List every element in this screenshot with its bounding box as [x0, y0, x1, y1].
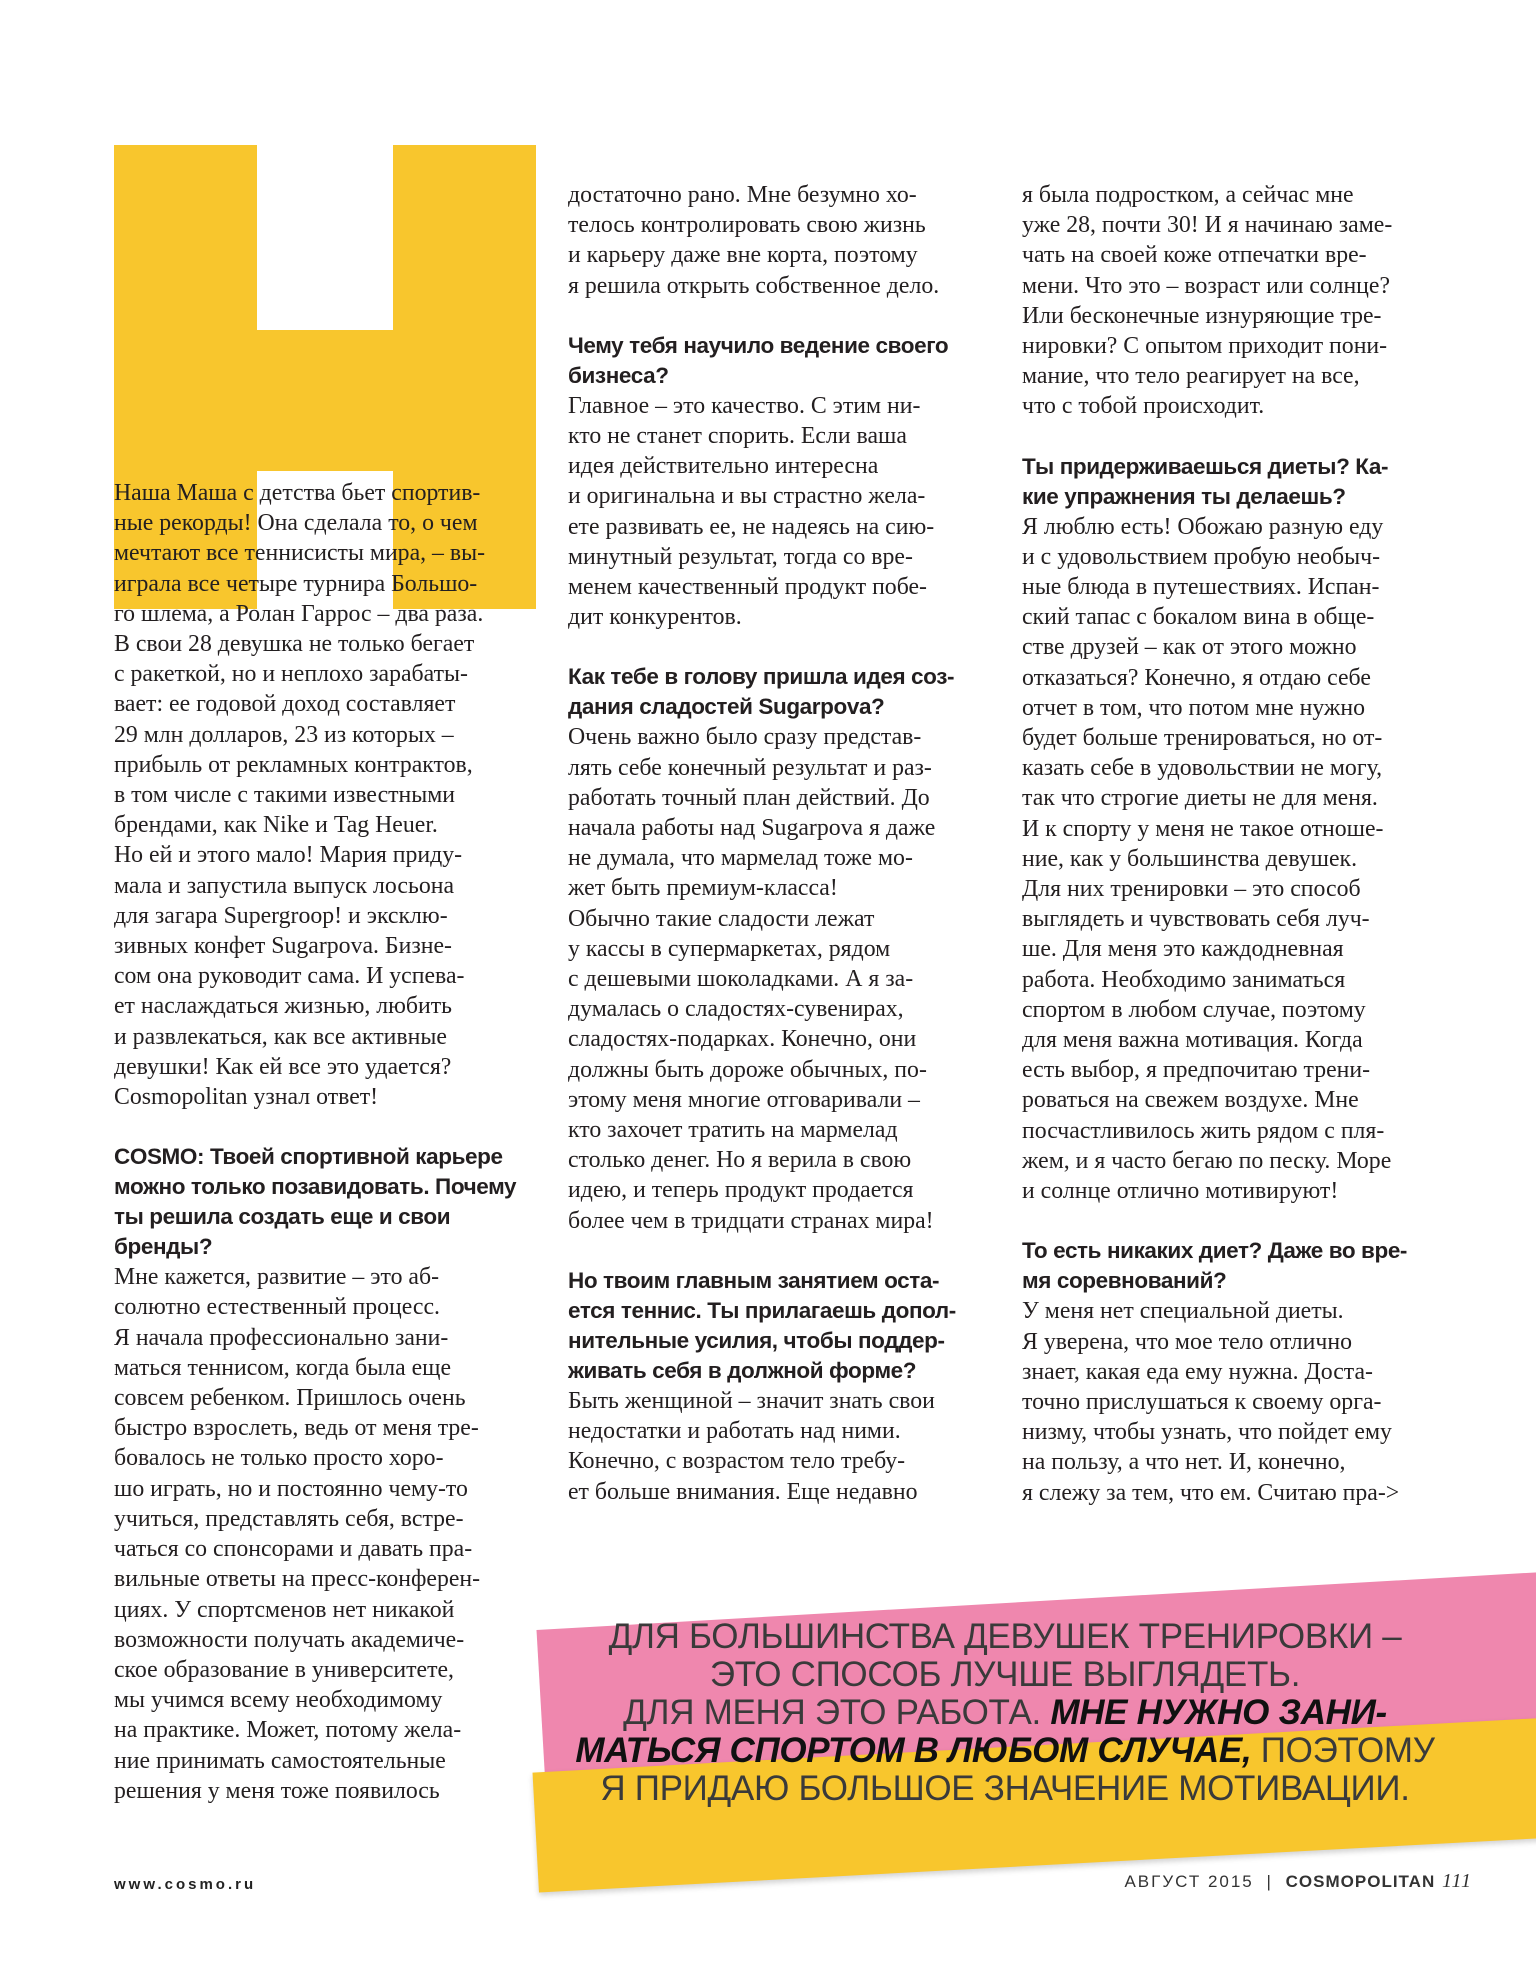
text-line: можно только позавидовать. Почему — [114, 1174, 517, 1200]
text-line: совсем ребенком. Пришлось очень — [114, 1385, 466, 1412]
text-line: ский тапас с бокалом вина в обще- — [1022, 604, 1375, 631]
text-line: идею, и теперь продукт продается — [568, 1177, 914, 1204]
text-line: должны быть дороже обычных, по- — [568, 1056, 927, 1083]
text-line: Быть женщиной – значит знать свои — [568, 1387, 935, 1414]
text-line: сладостях-подарках. Конечно, они — [568, 1026, 917, 1053]
question-3 — [568, 662, 990, 722]
text-line: с ракеткой, но и неплохо зарабаты- — [114, 661, 468, 688]
text-line: Главное – это качество. С этим ни- — [568, 392, 921, 419]
pullquote-line-4 — [540, 1732, 1470, 1770]
text-line: учиться, представлять себя, встре- — [114, 1505, 464, 1532]
pullquote-line-5: Я ПРИДАЮ БОЛЬШОЕ ЗНАЧЕНИЕ МОТИВАЦИИ. — [600, 1769, 1410, 1808]
text-line: ние, как у большинства девушек. — [1022, 845, 1358, 872]
text-line: COSMO: Твоей спортивной карьере — [114, 1144, 503, 1170]
text-line: циях. У спортсменов нет никакой — [114, 1596, 455, 1623]
text-line: столько денег. Но я верила в свою — [568, 1147, 912, 1174]
text-line: кто не станет спорить. Если ваша — [568, 423, 907, 450]
text-line: мание, что тело реагирует на все, — [1022, 363, 1360, 390]
footer-site-link[interactable]: www.cosmo.ru — [114, 1876, 257, 1893]
text-line: То есть никаких диет? Даже во вре- — [1022, 1238, 1408, 1264]
answer-3 — [568, 722, 990, 1235]
text-line: Я люблю есть! Обожаю разную еду — [1022, 513, 1384, 540]
text-line: нировки? С опытом приходит пони- — [1022, 333, 1388, 360]
text-line: Я начала профессионально зани- — [114, 1324, 449, 1351]
text-line: так что строгие диеты не для меня. — [1022, 785, 1378, 812]
pullquote-line-3-regular: ДЛЯ МЕНЯ ЭТО РАБОТА. — [623, 1693, 1051, 1732]
text-line: мечтают все теннисисты мира, – вы- — [114, 540, 486, 567]
text-line: Я уверена, что мое тело отлично — [1022, 1328, 1352, 1355]
text-line: более чем в тридцати странах мира! — [568, 1207, 934, 1234]
text-line: казать себе в удовольствии не могу, — [1022, 755, 1383, 782]
text-line: в том числе с такими известными — [114, 782, 456, 809]
text-line: я слежу за тем, что ем. Считаю пра-> — [1022, 1479, 1400, 1506]
text-line: лять себе конечный результат и раз- — [568, 754, 932, 781]
text-line: на пользу, а что нет. И, конечно, — [1022, 1449, 1346, 1476]
text-line: ты решила создать еще и свои — [114, 1204, 451, 1230]
answer-4-continued — [1022, 180, 1442, 422]
text-line: для меня важна мотивация. Когда — [1022, 1027, 1363, 1054]
text-line: низму, чтобы узнать, что пойдет ему — [1022, 1419, 1392, 1446]
text-line: Для них тренировки – это способ — [1022, 876, 1361, 903]
text-line: не думала, что мармелад тоже мо- — [568, 845, 913, 872]
text-line: на практике. Может, потому жела- — [114, 1717, 462, 1744]
text-line: возможности получать академиче- — [114, 1626, 465, 1653]
text-line: зивных конфет Sugarpova. Бизне- — [114, 933, 452, 960]
article-column-2 — [568, 180, 990, 1507]
text-line: для загара Supergroop! и эксклю- — [114, 902, 448, 929]
text-line: мала и запустила выпуск лосьона — [114, 872, 455, 899]
question-4 — [568, 1266, 990, 1386]
text-line: кто захочет тратить на мармелад — [568, 1117, 898, 1144]
drop-cap-counter-top — [257, 145, 393, 330]
text-line: шо играть, но и постоянно чему-то — [114, 1475, 468, 1502]
text-line: Мне кажется, развитие – это аб- — [114, 1264, 440, 1291]
text-line: ные блюда в путешествиях. Испан- — [1022, 574, 1380, 601]
article-column-3 — [1022, 180, 1442, 1508]
text-line: чать на своей коже отпечатки вре- — [1022, 242, 1367, 269]
text-line: дания сладостей Sugarpova? — [568, 694, 885, 720]
text-line: и оригинальна и вы страстно жела- — [568, 483, 926, 510]
text-line: минутный результат, тогда со вре- — [568, 543, 913, 570]
text-line: у кассы в супермаркетах, рядом — [568, 935, 891, 962]
text-line: жет быть премиум-класса! — [568, 875, 838, 902]
text-line: Наша Маша с детства бьет спортив- — [114, 480, 481, 506]
question-2 — [568, 331, 990, 391]
answer-5 — [1022, 512, 1442, 1207]
text-line: спортом в любом случае, поэтому — [1022, 996, 1366, 1023]
text-line: мы учимся всему необходимому — [114, 1687, 443, 1714]
text-line: мя соревнований? — [1022, 1268, 1227, 1294]
text-line: ское образование в университете, — [114, 1656, 454, 1683]
text-line: отчет в том, что потом мне нужно — [1022, 694, 1365, 721]
text-line: 29 млн долларов, 23 из которых – — [114, 721, 454, 748]
text-line: недостатки и работать над ними. — [568, 1418, 901, 1445]
answer-4 — [568, 1386, 990, 1507]
text-line: что с тобой происходит. — [1022, 393, 1265, 420]
text-line: ные рекорды! Она сделала то, о чем — [114, 510, 478, 537]
text-line: телось контролировать свою жизнь — [568, 212, 926, 239]
question-6 — [1022, 1236, 1442, 1296]
text-line: нительные усилия, чтобы поддер- — [568, 1327, 945, 1353]
text-line: бовалось не только просто хоро- — [114, 1445, 444, 1472]
text-line: Чему тебя научило ведение своего — [568, 332, 949, 358]
text-line: есть выбор, я предпочитаю трени- — [1022, 1057, 1371, 1084]
answer-1 — [114, 1262, 536, 1806]
text-line: идея действительно интересна — [568, 453, 879, 480]
text-line: работа. Необходимо заниматься — [1022, 966, 1346, 993]
text-line: знает, какая еда ему нужна. Доста- — [1022, 1358, 1373, 1385]
text-line: Как тебе в голову пришла идея соз- — [568, 664, 955, 690]
text-line: решения у меня тоже появилось — [114, 1777, 440, 1804]
pullquote-line-4-emphasis: МАТЬСЯ СПОРТОМ В ЛЮБОМ СЛУЧАЕ, — [575, 1731, 1252, 1770]
article-column-1 — [114, 478, 536, 1806]
text-line: девушки! Как ей все это удается? — [114, 1053, 452, 1080]
text-line: начала работы над Sugarpova я даже — [568, 815, 936, 842]
text-line: выглядеть и чувствовать себя луч- — [1022, 906, 1370, 933]
text-line: вильные ответы на пресс-конферен- — [114, 1566, 481, 1593]
text-line: Но твоим главным занятием оста- — [568, 1267, 940, 1293]
footer-separator: | — [1266, 1872, 1273, 1891]
text-line: дит конкурентов. — [568, 604, 742, 631]
text-line: думалась о сладостях-сувенирах, — [568, 996, 904, 1023]
text-line: Конечно, с возрастом тело требу- — [568, 1448, 906, 1475]
pullquote-line-3 — [540, 1694, 1470, 1732]
text-line: бизнеса? — [568, 362, 669, 388]
text-line: ет наслаждаться жизнью, любить — [114, 993, 453, 1020]
text-line: Очень важно было сразу представ- — [568, 724, 922, 751]
text-line: менем качественный продукт побе- — [568, 574, 927, 601]
text-line: В свои 28 девушка не только бегает — [114, 631, 475, 658]
text-line: Cosmopolitan узнал ответ! — [114, 1084, 379, 1111]
text-line: с дешевыми шоколадками. А я за- — [568, 966, 914, 993]
text-line: прибыль от рекламных контрактов, — [114, 751, 473, 778]
pullquote-line-1: ДЛЯ БОЛЬШИНСТВА ДЕВУШЕК ТРЕНИРОВКИ – — [608, 1617, 1402, 1656]
pullquote-line-3-emphasis: МНЕ НУЖНО ЗАНИ- — [1050, 1693, 1387, 1732]
text-line: сом она руководит сама. И успева- — [114, 963, 465, 990]
text-line: посчастливилось жить рядом с пля- — [1022, 1117, 1385, 1144]
text-line: бренды? — [114, 1234, 213, 1260]
text-line: кие упражнения ты делаешь? — [1022, 483, 1346, 509]
footer-folio — [1124, 1870, 1472, 1893]
text-line: роваться на свежем воздухе. Мне — [1022, 1087, 1359, 1114]
text-line: быстро взрослеть, ведь от меня тре- — [114, 1415, 479, 1442]
footer-magazine-name: COSMOPOLITAN — [1285, 1872, 1436, 1891]
text-line: мени. Что это – возраст или солнце? — [1022, 272, 1391, 299]
text-line: ше. Для меня это каждодневная — [1022, 936, 1344, 963]
text-line: уже 28, почти 30! И я начинаю заме- — [1022, 212, 1393, 239]
text-line: Ты придерживаешься диеты? Ка- — [1022, 453, 1389, 479]
text-line: стве друзей – как от этого можно — [1022, 634, 1357, 661]
question-5 — [1022, 452, 1442, 512]
answer-2 — [568, 391, 990, 633]
text-line: солютно естественный процесс. — [114, 1294, 440, 1321]
text-line: Обычно такие сладости лежат — [568, 905, 875, 932]
text-line: работать точный план действий. До — [568, 784, 930, 811]
text-line: и солнце отлично мотивируют! — [1022, 1178, 1339, 1205]
text-line: живать себя в должной форме? — [568, 1357, 917, 1383]
text-line: ете развивать ее, не надеясь на сию- — [568, 513, 935, 540]
text-line: ет больше внимания. Еще недавно — [568, 1478, 918, 1505]
text-line: и с удовольствием пробую необыч- — [1022, 543, 1381, 570]
text-line: чаться со спонсорами и давать пра- — [114, 1536, 473, 1563]
text-line: этому меня многие отговаривали – — [568, 1086, 920, 1113]
intro-paragraph — [114, 478, 536, 1112]
question-1 — [114, 1142, 536, 1262]
text-line: го шлема, а Ролан Гаррос – два раза. — [114, 600, 484, 627]
text-line: я решила открыть собственное дело. — [568, 272, 940, 299]
text-line: ние принимать самостоятельные — [114, 1747, 446, 1774]
pullquote-line-4-regular: ПОЭТОМУ — [1251, 1731, 1435, 1770]
text-line: У меня нет специальной диеты. — [1022, 1298, 1344, 1325]
pullquote — [540, 1618, 1470, 1808]
footer-issue-date: АВГУСТ 2015 — [1124, 1872, 1254, 1891]
text-line: и карьеру даже вне корта, поэтому — [568, 242, 918, 269]
text-line: ется теннис. Ты прилагаешь допол- — [568, 1297, 956, 1323]
answer-6 — [1022, 1296, 1442, 1507]
text-line: Или бесконечные изнуряющие тре- — [1022, 302, 1382, 329]
text-line: маться теннисом, когда была еще — [114, 1354, 452, 1381]
text-line: будет больше тренироваться, но от- — [1022, 725, 1383, 752]
text-line: жем, и я часто бегаю по песку. Море — [1022, 1147, 1392, 1174]
footer-page-number: 111 — [1441, 1870, 1472, 1892]
text-line: Но ей и этого мало! Мария приду- — [114, 842, 463, 869]
text-line: играла все четыре турнира Большо- — [114, 570, 478, 597]
text-line: я была подростком, а сейчас мне — [1022, 182, 1354, 208]
text-line: вает: ее годовой доход составляет — [114, 691, 456, 718]
text-line: достаточно рано. Мне безумно хо- — [568, 182, 917, 208]
pullquote-line-2: ЭТО СПОСОБ ЛУЧШЕ ВЫГЛЯДЕТЬ. — [709, 1655, 1301, 1694]
text-line: И к спорту у меня не такое отноше- — [1022, 815, 1384, 842]
text-line: отказаться? Конечно, я отдаю себе — [1022, 664, 1371, 691]
text-line: брендами, как Nike и Tag Heuer. — [114, 812, 438, 839]
text-line: и развлекаться, как все активные — [114, 1023, 447, 1050]
answer-1-continued — [568, 180, 990, 301]
text-line: точно прислушаться к своему орга- — [1022, 1388, 1382, 1415]
